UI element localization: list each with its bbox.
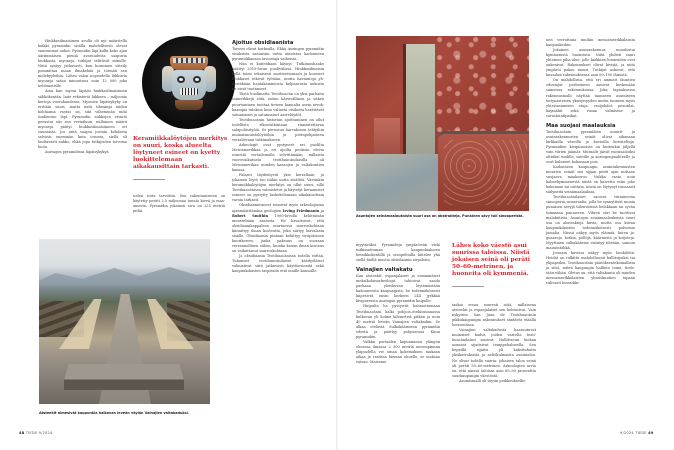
paragraph: On mahdollista, että eri ammatt ikuntien edustajat perheineen asuivat keskenään samoissa rakennuksissa. Joka tapauksessa rakennusmalli näyttää taanneen asumiseen tietynasteisen yksityisyyden mutta tuoneen myös yhteisasumisen etuja: vesijohdot, pesutilat, käymälät sekä ruoan valmistus- ja varastointipaikat. [546,78,635,118]
issue-number: 9/2024 [38,431,53,435]
avenue-of-the-dead-photo [39,239,210,404]
paragraph: Teotihuacánilaiset saoivat väriaineena sinooperia, mineraalia, jolla he synnyttivät monia punaisen sävyjä tiilenväristä helakkaan tai syvän tummaan punaiseen. Vihreä väri he tuottivat malakiitista. Asuntojen seinämaalauksista suuri osa on abstrakteja kuvia, mutta osa kuvaa kaupunkilaisten todennäköisesti palvomia jumalia. Niissä näkyy myös eläimiä, kuten jaguaareja, kotkia, pöllöjä, käärmeitä ja koijoteja. Myyttinen sulkakäärme esiintyy tiheään, samoin maissintähkä. [546,195,635,250]
paragraph: Hiukkasilmaisimen avulla oli nyt määritellä kaikki pyramidin sisällä mahdollisesti olevat suuremmat aukot. Pyramidin läpi kulki koko ajan äärimmäisen pieniä avaruudesta saapuvia hiukkasia, myoneja, tutkijat selittivät minulle. Niitä syntyy jatkuvasti, kun kosminen säteily pommittaa maan ilmakehää ja törmää sen molekyyleihin. Lähes valon nopeudella liikkuvia myoneja sataa minuutissa noin 12 000 joka neliömetrille. [38,39,127,89]
left-column-3 [232,40,324,274]
paragraph: Vainajien valtakadusta haarautuvat muinaiset kadut, joiden varrella teotihuacánilaiset asuivat. Hallitsevan luokan asunnot sijaitsivat temppelialueella. Sen liepeillä sijaitsi yli kaksituhatta yksikerroksista ja neliökulmaista asuintaloa. Ne olivat todella suuria: jokaisen talon seinä oli peräti 50–60-metrinen. Arkeologien arvio on, että näissä taloissa asui 85–90 prosenttia suurkaupungin väestöstä. [452,328,536,378]
page-gutter [336,0,338,450]
paragraph: Niin ei kuitenkaan käynyt. Tutkimushanke päättyi 2010-luvun puolivälissä. Hiukkasilmaisin kyllä toimi teknisesti moitteettomasti ja koseiset hiukkaset tekivät työtään, mutta havaintoja yhdestäkään hautakammiosta kelpaavasta aukosta ne eivät tuottaneet. [232,62,324,92]
issue-number: 9/2024 [620,431,634,435]
section-heading: Ajoitus obsidiaanista [232,40,294,46]
paragraph: Kun atsteekit, espanjalaiset ja ensimmäiset meksikolaisarkeologit tahtoivat saada parhaan yleiskuvan löytämästään kadonneesta kaupungista, he todennäköisesti kiipesivät ensin korkeen 244 jyrkkää kiviporrasta Auringon pyramidin huipulle. [356,274,440,304]
paragraph: Valkka portaiden kapuaminen ylängön ohuessa ilmassa 2 300 metriä merenpinnan yläpuolella vie oman kokemuksen mukaan aikaa ja rasittaa hieman ohuelle, se maksaa vaivan. Maisema [356,339,440,364]
paragraph: Auringon pyramidissa läpäisykykyä [45,150,109,155]
person-name: Irving Friedmanin [282,208,320,213]
magazine-name: TIEDE [635,431,647,435]
pull-quote-right: Lähes koko väestö asui suurissa taloissa. Niistä jokaisen seinä oli peräti 50–60-metrinen, ja huoneita oli kymmeniä. [452,243,530,278]
paragraph: Ja obsidiaania Teotihuacánissa todella riittää. Tuhannet teotihuacánilaiset käsityöläiset valmistivat siitä jatkuvasti käyttöesineitä sekä kaupunkilaisten tarpeisiin että muille kansoille [232,253,324,274]
paragraph: Aina kun myoni läpäisi hiukkasilmaisimen sähkökentän, laite rekisteröi liikkeen – miljoonia kertoja vuorokaudessa. Myonien läpäisykyky on erittäin suuri, mutta mitä tiheämpi niiden kohtaama vastus on, sitä vähemmän niitä tunkeutuu läpi. Pyramidin aukkojen etsintä perustui siis sen vertailuun, millainen määrä myoneja päätyi hiukkasilmaisimeen eri suunnista. Jos niitä saapui jostain kohdasta selvästi enemmän kuin toisista, siellä oli luultavasti aukko, ehkä jopa tutkijoiden toivoma luola. [38,89,127,149]
right-column-3 [546,38,635,286]
photo-caption-left: Atsteekit nimesivät kaupunkia halkovan leveän väylän Vainajien valtakaduksi. [39,411,190,415]
paragraph: Asumismalli oli täysin poikkeuksellis- [459,378,527,383]
page-number: 49 [648,431,654,435]
paragraph: Teotihuacánin pyramidien muurit ja asuinrakennusten seinät olivat aikanaan kirkkailla väreillä ja kuvioilla koristeltuja. Pyramidien kivipinnoista on kuitenkin jäljellä vain värien jäämät. Muraalit jäivät vuosisadoiksi alttiiksi tuulille, sateille ja auringonpaahteelle ja ovat kuluneet kokonaan pois. [546,129,635,165]
magazine-name: TIEDE [25,431,38,435]
paragraph: Arkeologit ovat pystyneet eri puolilta Mesoamerikkaa ja eri ajoilta peräisin olevia esineitä vertailemalla selvittämään, millaista vuorovaikutusta teotihuacánilaisilla oli Mesoamerikan muiden kansojen ja valtakuntien kanssa. [232,142,324,173]
paragraph: taskin eroaa suuresti siitä, millaisena atsteekit ja espanjalaiset sen kohtasivat. Vain nykyisen San Juan de Teotihuacánin pikkukaupungin rakennukset siintävät etäällä horisontissa. [452,303,536,328]
paragraph: Teotihuacánin historian ajoittaminen on ollut todellista rikostutkintaan rinnastettavaa salapoliisityötä. Se perustuu harvakseen tehtyihin muinaismuistolöytöihin ja perinpohjaiseen vertailevaan tutkimukseen. [232,117,324,142]
pull-quote-rule [133,179,165,180]
paragraph: nen verrattuna muihin mesoamerikkalaisiin kaupunkeihin. [546,38,635,48]
paragraph: Tästä huolimatta Teotihuacán on yksi parhaita esimerkkejä siitä, miten kärsivällinen ja sitkeä puurtaminen tuottaa tieteen kannalta usein arvokkaampia tuloksia kuin valtavia otsikoita herättävät satunnaiset ja satunnaiset aarrelöydöt. [232,92,324,117]
pull-quote-left: Keramiikkalöytöjen merkitys on suuri, koska alueelta löytyneet esineet on kyetty luokittelemaan aikakausittain tarkasti. [133,136,228,171]
left-column-2-continuation [133,194,225,214]
paragraph: toden totta tarvittiin. Sen rakentamiseen on käytetty peräti 2,5 miljoonaa tonnia kiveä ja maa-ainesta. Pyramidin jokainen sivu on 225 metriä pitkä. [133,194,225,214]
paragraph: Toiveet olivat korkealla. Ehkä Auringon pyramidin sisuksista saataisiin uutta aineistoa kadonneen pyramidikansan tavoistaja vaiheista. [232,47,324,62]
paragraph: Jokainen asuinrakennus muodostui kymmenistä huoneista. Niitä yhdisti suuri yhteinen piha-alue, jolle kaikkien huoneiden ovet aukenivat. Rakennukset olivat kivisiä, ja niitä ympäröi paksu muuri. Tutkijat uskovat, että kussakin rakennuksessa asui 60–100 ihmistä. [546,48,635,78]
ceramic-urn-photo [142,36,235,129]
section-heading: Vainajien valtakatu [356,267,413,274]
folio-left [19,431,53,435]
paragraph: Joissain kuvissa näkyy myös henkilöitä. Heidät on tulkittu mahdollisesti hallitsijoiksi tai ylipapeiksi. Teotihuacánin päätöksentekomallista ja siitä, miten kaupungin hallinto toimi, tiedetään vähän. Oletus on, että valtakunta oli muiden mesoamerikkalaisten yhteiskuntien tapaan vahvasti hierarkki- [546,250,635,286]
page-number: 48 [19,431,25,435]
pull-quote-rule [452,286,484,287]
person-name: Robert Smithin [232,213,269,218]
right-column-2 [452,303,536,384]
section-heading: Maa suojasi maalauksia [546,122,616,129]
right-column-1 [356,243,440,365]
photo-caption-right: Asuntojen seinämaalauksista suuri osa on abstrakteja. Punainen sävy tuli sinooperista. [356,214,524,218]
left-column-1 [38,39,127,155]
paragraph: myytäväksi. Pyramideja ympäröivän vielä tutkimattoman kaupunkialueen heinikkokentillä ja seospeltoilla kiitelee yhä siellä täällä mustia obsidiaanin sirpaleita. [356,243,440,263]
paragraph: Huipulta he pystyivät hahmottamaan Teotihuacánin halki pohjois–eteläsuunnassa kulkevan yli kolme kilometriä pitkän ja noin 40 metriä leveän Vainajien valtakadun. Se alkaa etelästä Sulkakäärmeen pyramidin edestä ja päättyy pohjoisessa Kuun pyramidiin. [356,304,440,339]
paragraph: Obsidiaaniesineet toimivat myös arkeologisina ajanmääritämina geologien Irving Friedmanin ja Robert Smithin 1960-luvulla kehittämän menetelmän ansiosta. He havaitsivat, että obsidiaanikappaleen murtuessa murroskohtaan kiinnittyy ilman kosteutta, joka siirtyy laavalasin sisälle. Obsidiaanin pintaan kehittyy vesipitoinen kuorikerros, jonka paksuus on suoraan verrannollinen siihen, kuinka kauan ilman kosteus on vaikuttanut murroskohtaan. [232,203,324,253]
paragraph: Kadonneen kaupungin asuinrakennusten muurien seinät sen sijaan peitti ajan mittaan suojaava maakerros. Vaikka vasta noin kolmekymmenestä niistä on kaivettu esiin joko kokonaan tai osittain, niistä on löytynyt runsaasti säilyneitä seinämaalauksia. [546,165,635,195]
red-mural-room-photo [356,36,529,211]
folio-right [620,431,654,435]
paragraph: Palaset täydentyvät yksi kerrallaan, ja jokainen löytö tuo niihin uutta sisältöä. Varsinkin keramiikkalöytöjen merkitys on ollut suuri, sillä Teotihuacánissa valmistetut ja käytetyt keraamiset esineet on pystytty luokittelemaan aikakausittain varsin tarkasti. [232,173,324,203]
